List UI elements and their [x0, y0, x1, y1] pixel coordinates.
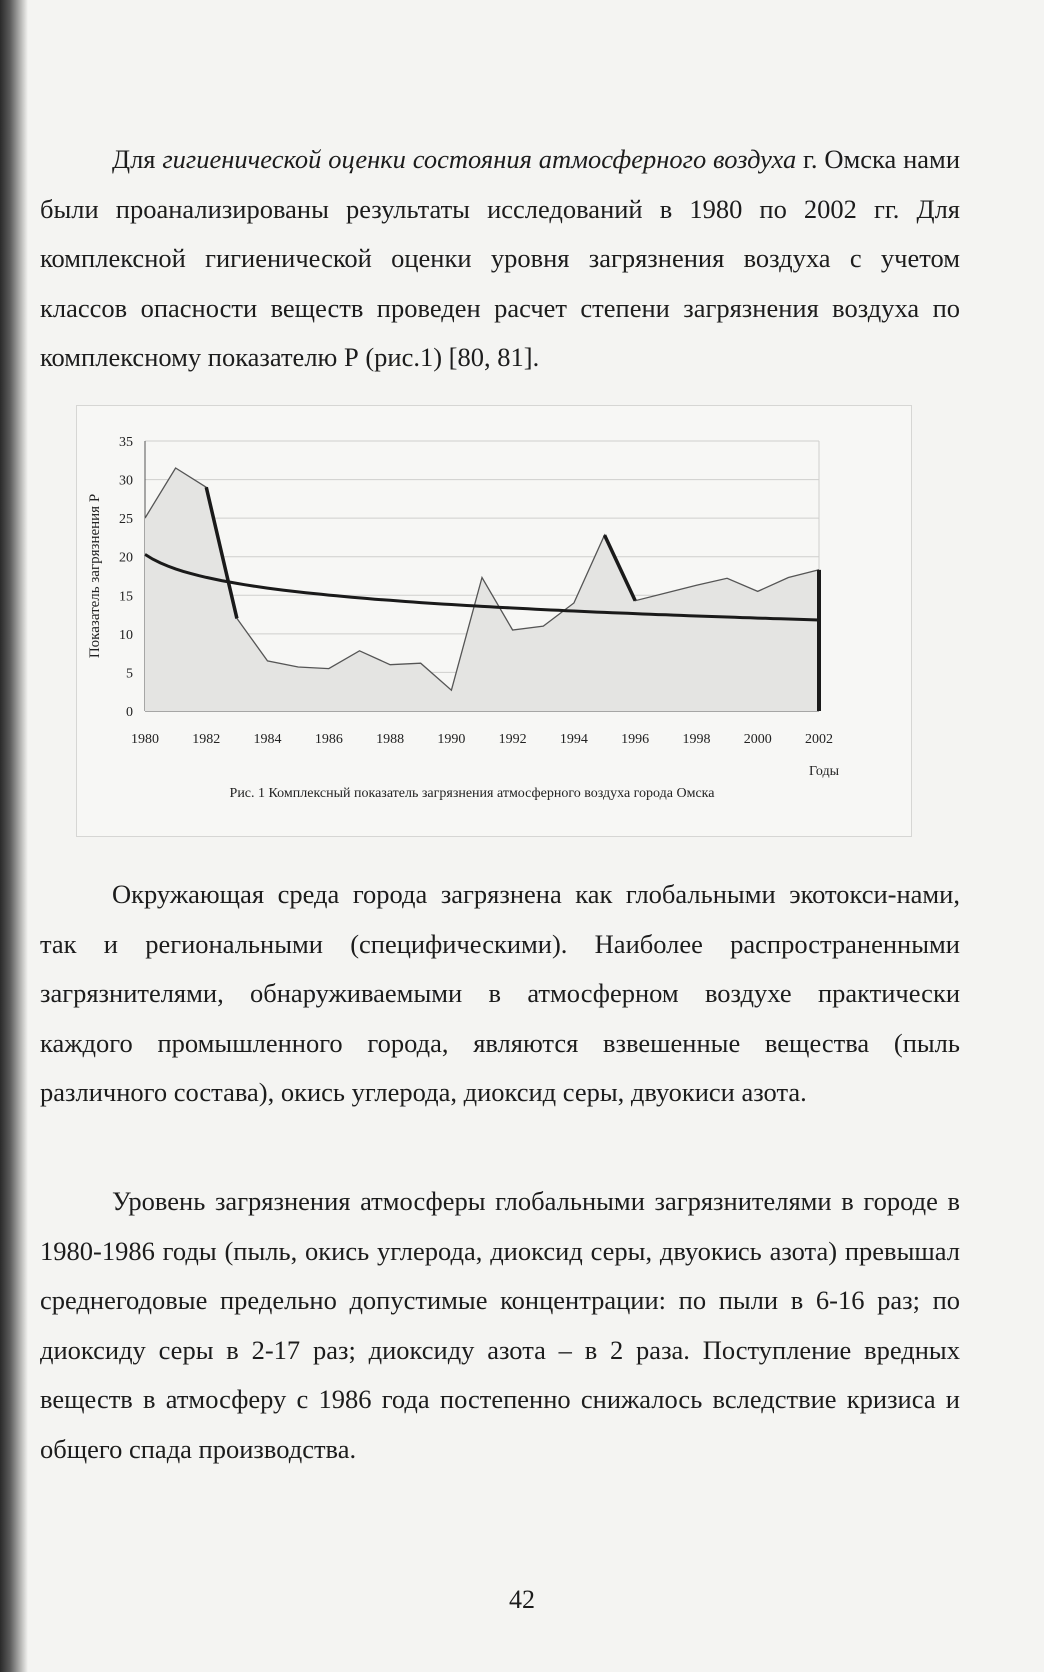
paragraph-ecotoxins — [40, 870, 960, 1118]
x-tick-label: 2002 — [805, 732, 833, 747]
y-tick-label: 10 — [119, 627, 133, 643]
y-tick-label: 30 — [119, 473, 133, 489]
x-tick-label: 1990 — [437, 732, 466, 747]
x-tick-label: 1980 — [131, 732, 159, 747]
paragraph-intro — [40, 135, 960, 383]
x-tick-label: 1998 — [682, 732, 711, 747]
y-tick-label: 0 — [126, 705, 133, 720]
x-tick-label: 1986 — [314, 732, 343, 747]
paragraph-intro-rest: г. Омска нами были проанализированы результаты исследований в 1980 по 2002 гг. Для комплексной гигиенической оценки уровня загрязнения воздуха с учетом классов опасности веществ проведен расчет степени загрязнения воздуха по комплексному показателю Р (рис.1) [80, 81]. — [40, 144, 961, 372]
x-tick-label: 2000 — [743, 732, 772, 747]
page-number: 42 — [509, 1585, 535, 1614]
x-tick-label: 1996 — [621, 732, 650, 747]
x-tick-label: 1988 — [376, 732, 405, 747]
paragraph-intro-lead: Для — [112, 144, 163, 174]
x-tick-label: 1992 — [498, 732, 527, 747]
y-tick-label: 15 — [119, 589, 133, 605]
paragraph-intro-italic: гигиенической оценки состояния атмосферного воздуха — [162, 144, 797, 174]
figure-caption: Рис. 1 Комплексный показатель загрязнения атмосферного воздуха города Омска — [229, 786, 715, 801]
scan-edge-shadow — [0, 0, 28, 1672]
area-fill — [145, 468, 819, 711]
y-tick-label: 20 — [119, 550, 133, 566]
x-tick-label: 1982 — [192, 732, 221, 747]
x-tick-label: 1984 — [253, 732, 282, 747]
figure-chart — [76, 405, 912, 837]
paragraph-ecotoxins-text: Окружающая среда города загрязнена как глобальными экотокси-нами, так и региональными (специфическими). Наиболее распространенными загрязнителями, обнаруживаемыми в атмосферном воздухе практически каждого промышленного города, являются взвешенные вещества (пыль различного состава), окись углерода, диоксид серы, двуокиси азота. — [40, 879, 960, 1107]
x-axis-label: Годы — [809, 764, 839, 779]
x-tick-label: 1994 — [559, 732, 588, 747]
paragraph-pollution-level — [40, 1177, 960, 1474]
pollution-chart — [77, 406, 911, 836]
y-tick-label: 5 — [126, 666, 133, 682]
y-tick-label: 25 — [119, 512, 133, 528]
y-tick-label: 35 — [119, 435, 133, 450]
paragraph-pollution-level-text: Уровень загрязнения атмосферы глобальными загрязнителями в городе в 1980-1986 годы (пыль, окись углерода, диоксид серы, двуокись азота) превышал среднегодовые предельно допустимые концентрации: по пыли в 6-16 раз; по диоксиду серы в 2-17 раз; диоксиду азота – в 2 раза. Поступление вредных веществ в атмосферу с 1986 года постепенно снижалось вследствие кризиса и общего спада производства. — [40, 1186, 960, 1464]
y-axis-label: Показатель загрязнения Р — [87, 493, 103, 659]
